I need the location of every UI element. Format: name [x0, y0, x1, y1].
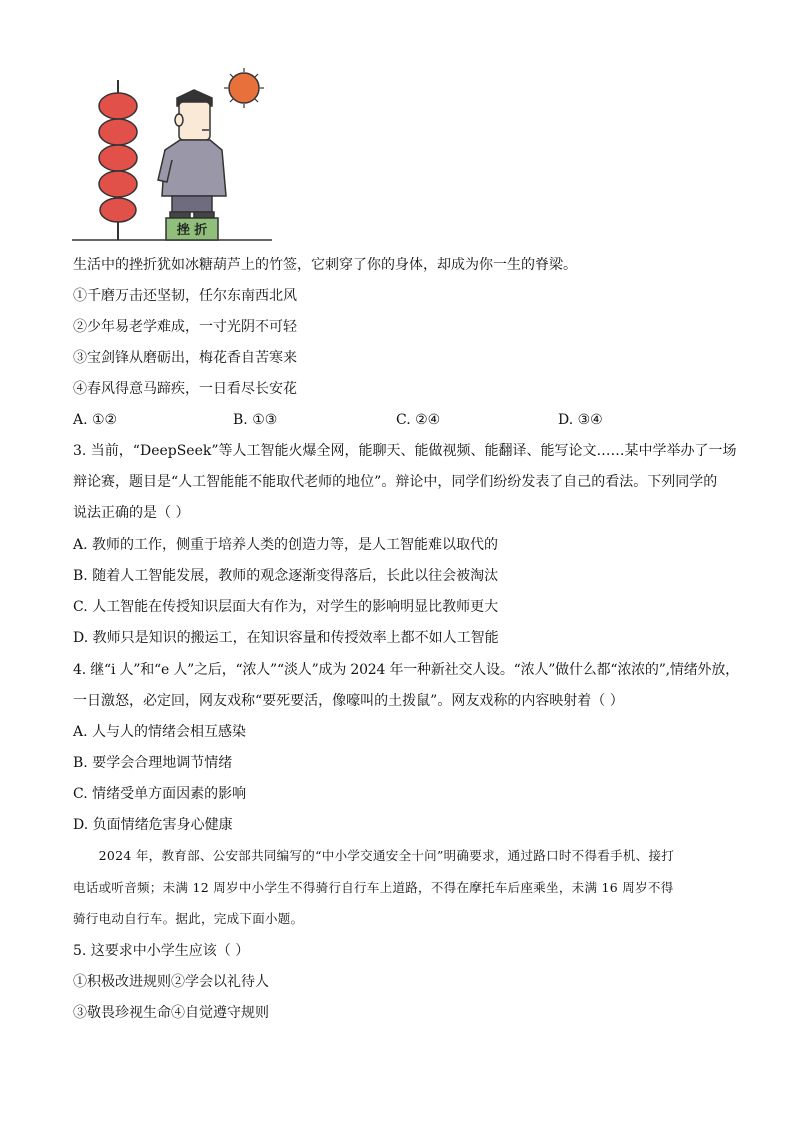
- q3-stem-line: 说法正确的是（ ）: [73, 505, 190, 521]
- candied-haws: [99, 93, 137, 222]
- q4-option-b: B. 要学会合理地调节情绪: [73, 755, 233, 771]
- q2-item: ③宝剑锋从磨砺出，梅花香自苦寒来: [73, 350, 297, 366]
- q2-choice-d: D. ③④: [558, 412, 603, 428]
- pedestal-label: 挫 折: [176, 223, 208, 238]
- q4-option-c: C. 情绪受单方面因素的影响: [73, 786, 247, 802]
- cartoon-illustration: [72, 68, 282, 244]
- q4-option-a: A. 人与人的情绪会相互感染: [73, 724, 247, 740]
- q3-stem-line: 辩论赛，题目是“人工智能能不能取代老师的地位”。辩论中，同学们纷纷发表了自己的看法。下列同学的: [73, 474, 718, 490]
- q5-stem: 5. 这要求中小学生应该（ ）: [73, 943, 250, 959]
- q5-item: ③敬畏珍视生命④自觉遵守规则: [73, 1005, 269, 1021]
- q3-option-a: A. 教师的工作，侧重于培养人类的创造力等，是人工智能难以取代的: [73, 537, 499, 553]
- q2-item: ②少年易老学难成，一寸光阴不可轻: [73, 319, 297, 335]
- q4-stem-line: 4. 继“i 人”和“e 人”之后，“浓人”“淡人”成为 2024 年一种新社交人设。“浓人”做什么都“浓浓的”,情绪外放，: [73, 662, 739, 678]
- q2-caption: 生活中的挫折犹如冰糖葫芦上的竹签，它刺穿了你的身体，却成为你一生的脊梁。: [73, 257, 577, 273]
- passage-line: 骑行电动自行车。据此，完成下面小题。: [73, 911, 304, 926]
- q4-option-d: D. 负面情绪危害身心健康: [73, 817, 233, 833]
- man-figure: [158, 90, 226, 218]
- q2-choice-c: C. ②④: [396, 412, 441, 428]
- q2-choice-a: A. ①②: [73, 412, 118, 428]
- passage-line: 2024 年，教育部、公安部共同编写的“中小学交通安全十问”明确要求，通过路口时不得看手机、接打: [73, 848, 675, 863]
- q2-item: ④春风得意马蹄疾，一日看尽长安花: [73, 381, 297, 397]
- q3-option-d: D. 教师只是知识的搬运工，在知识容量和传授效率上都不如人工智能: [73, 630, 499, 646]
- sun-icon: [224, 68, 264, 108]
- q2-item: ①千磨万击还坚韧，任尔东南西北风: [73, 288, 297, 304]
- q2-choice-b: B. ①③: [233, 412, 278, 428]
- passage-line: 电话或听音频；未满 12 周岁中小学生不得骑行自行车上道路，不得在摩托车后座乘坐，未满 16 周岁不得: [73, 880, 674, 895]
- q4-stem-line: 一日激怒，必定回，网友戏称“要死要活，像嚎叫的土拨鼠”。网友戏称的内容映射着（ ）: [73, 693, 624, 709]
- q5-item: ①积极改进规则②学会以礼待人: [73, 974, 269, 990]
- q3-option-b: B. 随着人工智能发展，教师的观念逐渐变得落后，长此以往会被淘汰: [73, 568, 499, 584]
- q3-stem-line: 3. 当前，“DeepSeek”等人工智能火爆全网，能聊天、能做视频、能翻译、能写论文……某中学举办了一场: [73, 443, 737, 459]
- q3-option-c: C. 人工智能在传授知识层面大有作为，对学生的影响明显比教师更大: [73, 599, 499, 615]
